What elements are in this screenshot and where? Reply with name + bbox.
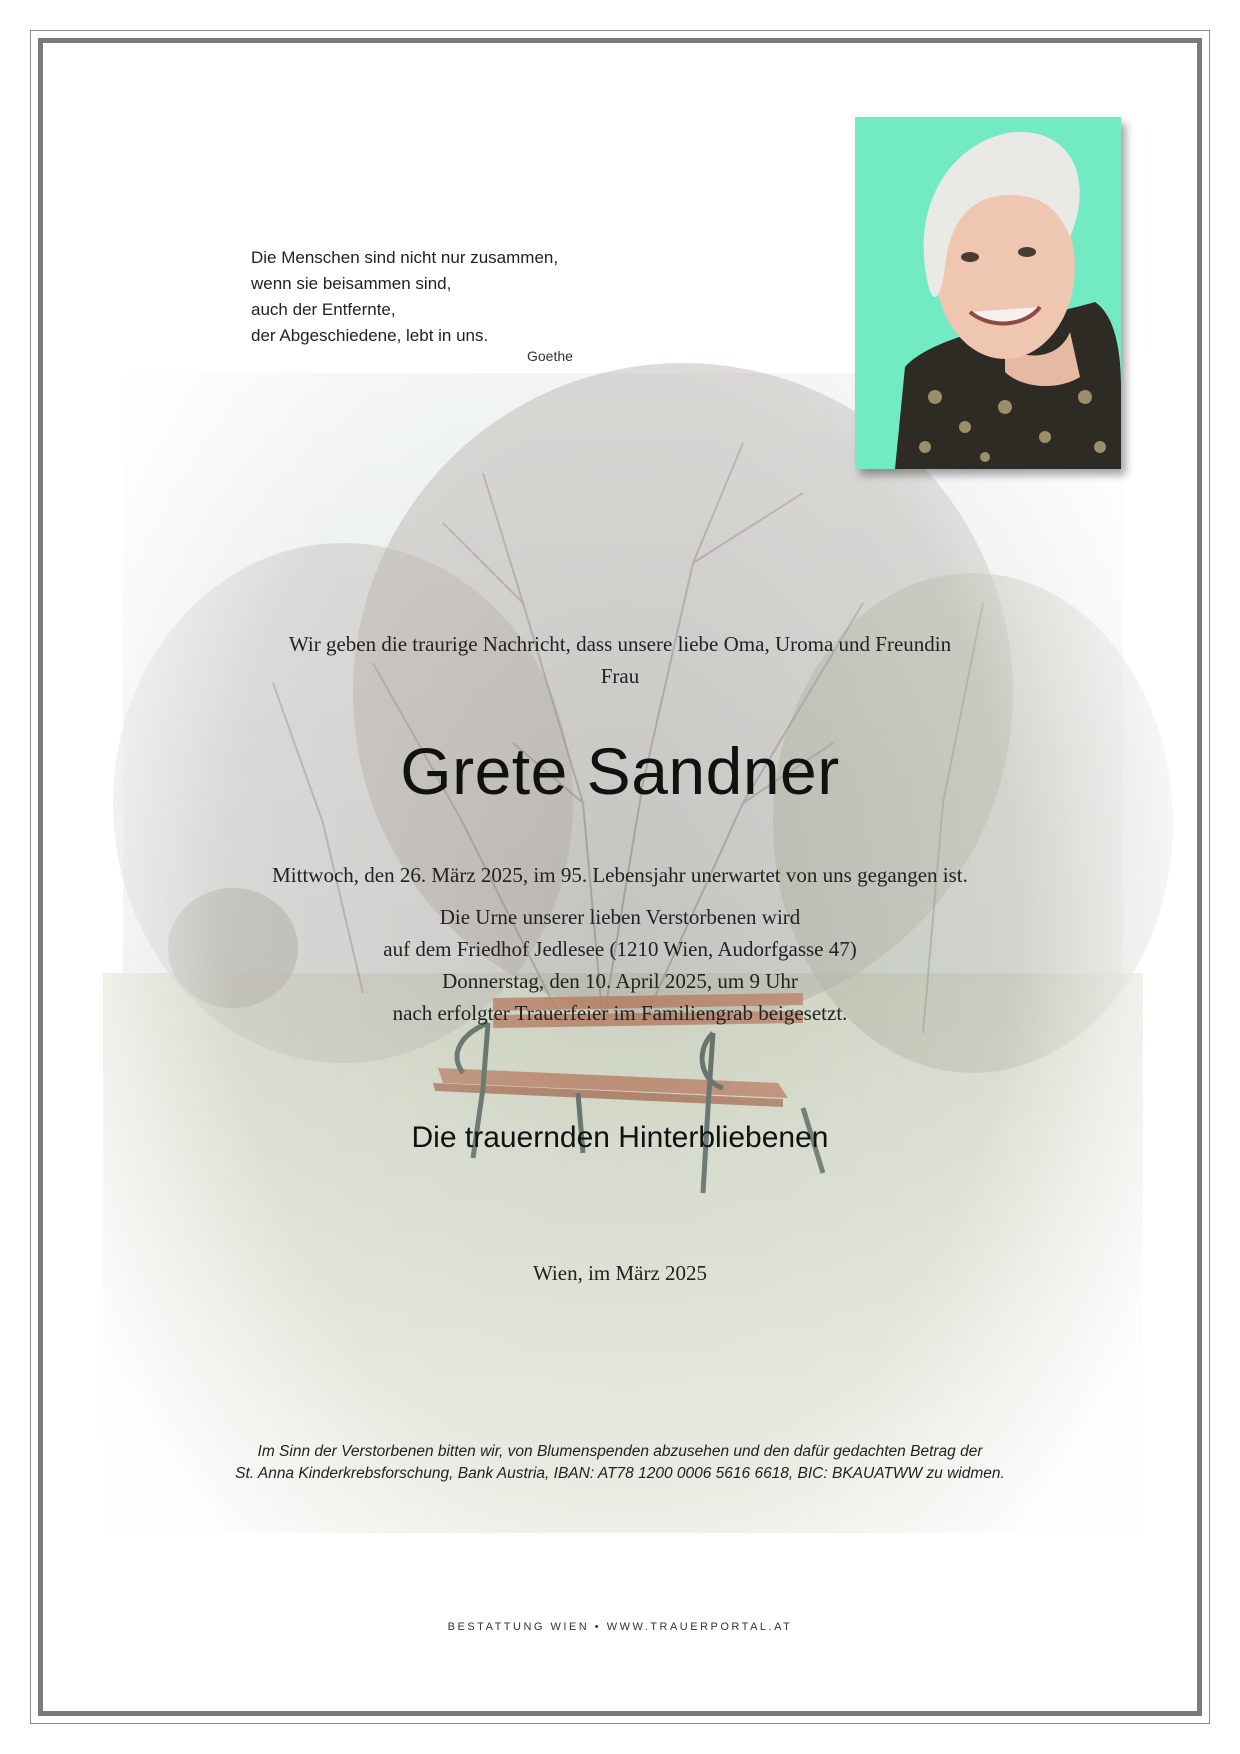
donation-line: St. Anna Kinderkrebsforschung, Bank Austria, IBAN: AT78 1200 0006 5616 6618, BIC: BKAUATWW zu widmen.	[235, 1465, 1005, 1482]
donation-line: Im Sinn der Verstorbenen bitten wir, von Blumenspenden abzusehen und den dafür gedachten Betrag der	[257, 1443, 983, 1460]
donation-note	[43, 1441, 1197, 1485]
quote-author: Goethe	[527, 348, 573, 364]
intro-salutation: Frau	[600, 664, 640, 688]
intro-text	[43, 628, 1197, 692]
burial-line: auf dem Friedhof Jedlesee (1210 Wien, Audorfgasse 47)	[383, 937, 857, 961]
quote-block	[251, 245, 591, 349]
death-line: Mittwoch, den 26. März 2025, im 95. Lebensjahr unerwartet von uns gegangen ist.	[272, 863, 968, 887]
intro-line: Wir geben die traurige Nachricht, dass unsere liebe Oma, Uroma und Freundin	[288, 632, 952, 656]
footer-credit: BESTATTUNG WIEN • WWW.TRAUERPORTAL.AT	[447, 1621, 793, 1633]
burial-line: Die Urne unserer lieben Verstorbenen wird	[439, 905, 801, 929]
place-date: Wien, im März 2025	[532, 1261, 708, 1285]
quote-line: wenn sie beisammen sind,	[251, 274, 452, 293]
quote-line: der Abgeschiedene, lebt in uns.	[251, 326, 489, 345]
burial-line: nach erfolgter Trauerfeier im Familiengrab beigesetzt.	[392, 1001, 848, 1025]
quote-line: Die Menschen sind nicht nur zusammen,	[251, 248, 559, 267]
portrait-photo	[855, 117, 1121, 469]
portrait-illustration	[855, 117, 1121, 469]
burial-line: Donnerstag, den 10. April 2025, um 9 Uhr	[442, 969, 798, 993]
page-frame	[38, 38, 1202, 1716]
quote-line: auch der Entfernte,	[251, 300, 396, 319]
mourners-signature: Die trauernden Hinterbliebenen	[411, 1121, 829, 1154]
deceased-name: Grete Sandner	[400, 734, 840, 808]
